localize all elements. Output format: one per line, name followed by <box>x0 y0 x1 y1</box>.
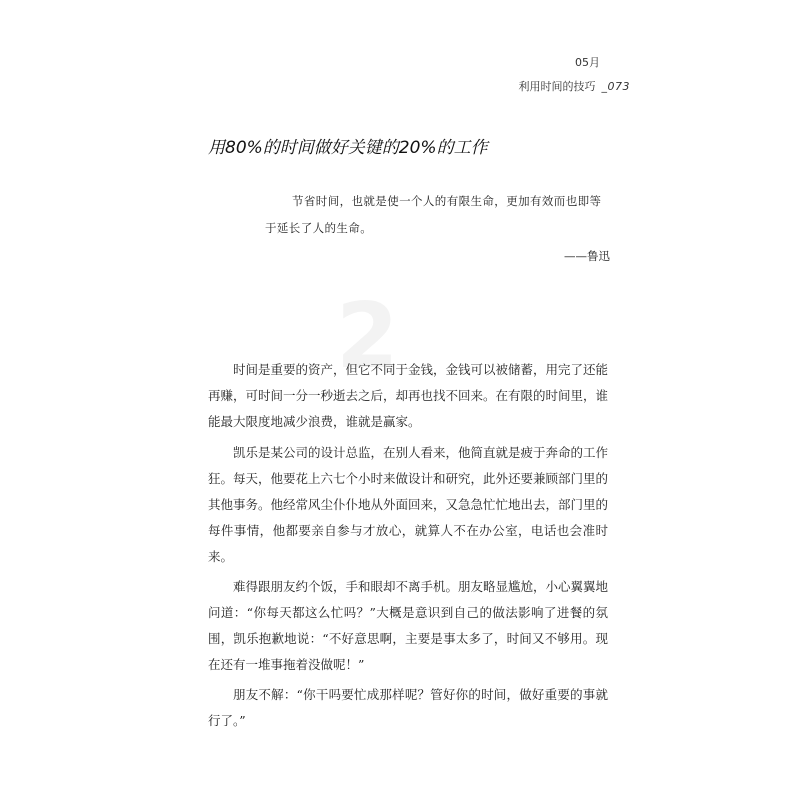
chapter-title: 利用时间的技巧 <box>518 80 596 93</box>
chapter-watermark: 2 <box>336 284 399 389</box>
epigraph-author: ——鲁迅 <box>564 249 610 263</box>
paragraph: 难得跟朋友约个饭，手和眼却不离手机。朋友略显尴尬，小心翼翼地问道：“你每天都这么忙吗？”大概是意识到自己的做法影响了进餐的氛围，凯乐抱歉地说：“不好意思啊，主要是事太多了，时间又不够用。现在还有一堆事拖着没做呢！” <box>208 579 609 672</box>
epigraph-quote: 节省时间，也就是使一个人的有限生命，更加有效而也即等于延长了人的生命。 <box>265 194 602 235</box>
paragraph: 时间是重要的资产，但它不同于金钱，金钱可以被储蓄，用完了还能再赚，可时间一分一秒逝去之后，却再也找不回来。在有限的时间里，谁能最大限度地减少浪费，谁就是赢家。 <box>208 362 609 429</box>
page-number: _073 <box>601 80 630 93</box>
paragraph: 朋友不解：“你干吗要忙成那样呢？管好你的时间，做好重要的事就行了。” <box>208 687 608 728</box>
running-header <box>519 78 631 94</box>
body-text <box>208 357 608 734</box>
paragraph: 凯乐是某公司的设计总监，在别人看来，他简直就是疲于奔命的工作狂。每天，他要花上六七个小时来做设计和研究，此外还要兼顾部门里的其他事务。他经常风尘仆仆地从外面回来，又急急忙忙地出去，部门里的每件事情，他都要亲自参与才放心，就算人不在办公室，电话也会准时来。 <box>208 445 609 564</box>
section-title: 用80%的时间做好关键的20%的工作 <box>208 138 488 158</box>
running-header-month: 05月 <box>575 56 600 69</box>
